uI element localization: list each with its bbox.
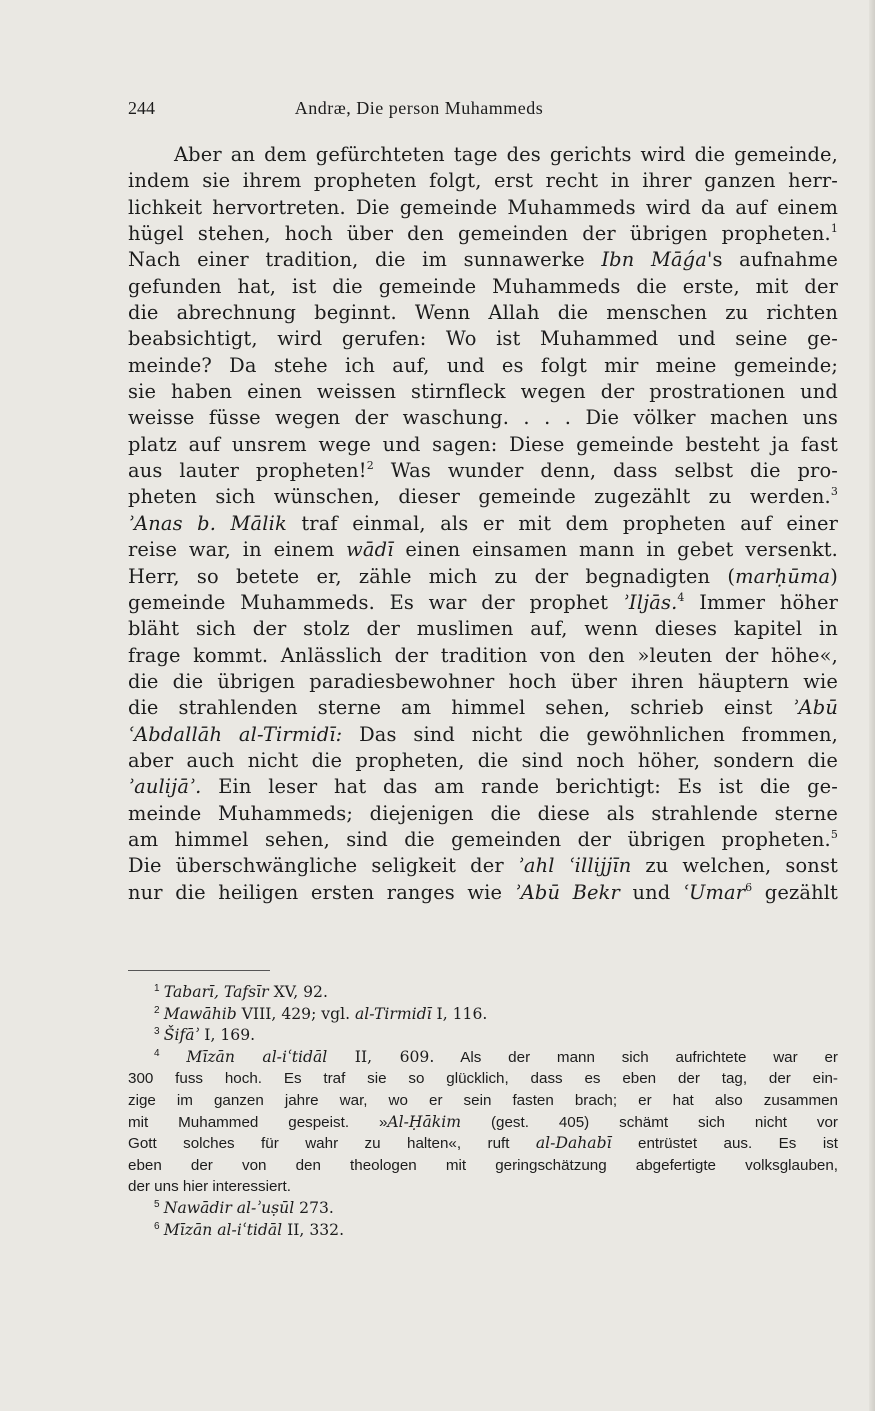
text-line: gefunden hat, ist die gemeinde Muhammeds die erste, mit der bbox=[128, 274, 838, 298]
text-line: beabsichtigt, wird gerufen: Wo ist Muhammed und seine ge- bbox=[128, 327, 838, 351]
text-line: indem sie ihrem propheten folgt, erst recht in ihrer ganzen herr- bbox=[128, 169, 838, 193]
text-line: reise war, in einem wādī einen einsamen mann in gebet versenkt. bbox=[128, 538, 838, 562]
page-header bbox=[128, 98, 838, 122]
author-name: ʾAbū bbox=[792, 696, 838, 720]
footnote-2: $^2$ Mawāhib VIII, 429; vgl. al-Tirmidī I, 116. bbox=[154, 1004, 488, 1023]
author-name: ʾAnas b. Mālik bbox=[128, 511, 287, 535]
text-line: lichkeit hervortreten. Die gemeinde Muhammeds wird da auf einem bbox=[128, 195, 838, 219]
name: ʾAbū Bekr bbox=[514, 880, 620, 904]
text-line: meinde? Da stehe ich auf, und es folgt mir meine gemeinde; bbox=[128, 353, 838, 377]
text-line: Herr, so betete er, zähle mich zu der begnadigten (marḥūma) bbox=[128, 564, 838, 588]
footnote-3: $^3$ Šifāʾ I, 169. bbox=[154, 1026, 256, 1045]
footnote-mark: 5 bbox=[830, 827, 838, 841]
author-name: ʿAbdallāh al-Tirmidī: bbox=[128, 722, 343, 746]
text-line: sie haben einen weissen stirnfleck wegen der prostrationen und bbox=[128, 380, 838, 404]
text-line: pheten sich wünschen, dieser gemeinde zugezählt zu werden.$^3$ bbox=[128, 485, 838, 509]
term: marḥūma bbox=[735, 564, 831, 588]
footnote-4-line: mit Muhammed gespeist. »Al-Ḥākim (gest. 405) schämt sich nicht vor bbox=[128, 1112, 838, 1131]
footnote-mark: 1 bbox=[830, 222, 838, 236]
text-line: meinde Muhammeds; diejenigen die diese als strahlende sterne bbox=[128, 801, 838, 825]
text-line: frage kommt. Anlässlich der tradition von den »leuten der höhe«, bbox=[128, 643, 838, 667]
term: wādī bbox=[346, 538, 394, 562]
term: ʾahl ʿillijjīn bbox=[517, 854, 632, 878]
text-line: Nach einer tradition, die im sunnawerke Ibn Māǵa's aufnahme bbox=[128, 248, 838, 272]
footnote-1: $^1$ Tabarī, Tafsīr XV, 92. bbox=[154, 983, 328, 1001]
footnote-6: $^6$ Mīzān al-iʿtidāl II, 332. bbox=[154, 1220, 345, 1239]
text-line: nur die heiligen ersten ranges wie ʾAbū Bekr und ʿUmar$^6$ gezählt bbox=[128, 880, 838, 904]
term: ʾaulijāʾ. bbox=[128, 775, 202, 799]
footnote-4-line: der uns hier interessiert. bbox=[128, 1178, 291, 1196]
footnote-4-line: Gott solches für wahr zu halten«, ruft al-Dahabī entrüstet aus. Es ist bbox=[128, 1134, 839, 1153]
author-name: Ibn Māǵa bbox=[601, 248, 707, 272]
scan-edge bbox=[869, 0, 875, 1411]
footnote-4: $^4$ Mīzān al-iʿtidāl II, 609. Als der mann sich aufrichtete war er bbox=[154, 1047, 838, 1066]
text-line: die die übrigen paradiesbewohner hoch über ihren häuptern wie bbox=[128, 669, 838, 693]
text-line: gemeinde Muhammeds. Es war der prophet ʾIljās.$^4$ Immer höher bbox=[128, 590, 839, 614]
footnote-4-line: 300 fuss hoch. Es traf sie so glücklich, dass es eben der tag, der ein- bbox=[128, 1070, 838, 1088]
text-line: bläht sich der stolz der muslimen auf, wenn dieses kapitel in bbox=[128, 617, 838, 641]
name: ʿUmar bbox=[682, 880, 746, 904]
footnote-mark: 6 bbox=[745, 880, 753, 894]
footnote-5: $^5$ Nawādir al-ʾuṣūl 273. bbox=[154, 1198, 334, 1217]
page-number: 244 bbox=[128, 98, 155, 118]
footnote-mark: 2 bbox=[366, 459, 374, 473]
text-line: aus lauter propheten!$^2$ Was wunder denn, dass selbst die pro- bbox=[128, 459, 838, 483]
footnote-mark: 3 bbox=[830, 485, 838, 499]
main-text bbox=[128, 142, 838, 906]
text-line: ʿAbdallāh al-Tirmidī: Das sind nicht die gewöhnlichen frommen, bbox=[128, 722, 838, 746]
name: ʾIljās. bbox=[622, 590, 678, 614]
text-line: hügel stehen, hoch über den gemeinden der übrigen propheten.$^1$ bbox=[128, 222, 838, 246]
footnotes bbox=[128, 982, 838, 1241]
text-line: ʾaulijāʾ. Ein leser hat das am rande berichtigt: Es ist die ge- bbox=[128, 775, 838, 799]
footnote-mark: 4 bbox=[677, 590, 685, 604]
text-line: Aber an dem gefürchteten tage des gerichts wird die gemeinde, bbox=[174, 143, 838, 166]
footnote-4-line: zige im ganzen jahre war, wo er sein fasten brach; er hat also zusammen bbox=[128, 1091, 838, 1109]
footnote-4-line: eben der von den theologen mit geringschätzung abgefertigte volksglauben, bbox=[128, 1156, 838, 1174]
footnote-rule bbox=[128, 970, 270, 971]
text-line: platz auf unsrem wege und sagen: Diese gemeinde besteht ja fast bbox=[128, 432, 838, 456]
text-line: aber auch nicht die propheten, die sind noch höher, sondern die bbox=[128, 748, 838, 772]
running-title: Andræ, Die person Muhammeds bbox=[294, 98, 544, 118]
text-line: Die überschwängliche seligkeit der ʾahl ʿillijjīn zu welchen, sonst bbox=[128, 854, 838, 878]
text-line: ʾAnas b. Mālik traf einmal, als er mit dem propheten auf einer bbox=[128, 511, 839, 535]
text-line: die abrechnung beginnt. Wenn Allah die menschen zu richten bbox=[128, 301, 838, 325]
text-line: die strahlenden sterne am himmel sehen, schrieb einst ʾAbū bbox=[128, 696, 838, 720]
text-line: weisse füsse wegen der waschung. . . . Die völker machen uns bbox=[128, 406, 838, 430]
text-line: am himmel sehen, sind die gemeinden der übrigen propheten.$^5$ bbox=[128, 827, 838, 851]
